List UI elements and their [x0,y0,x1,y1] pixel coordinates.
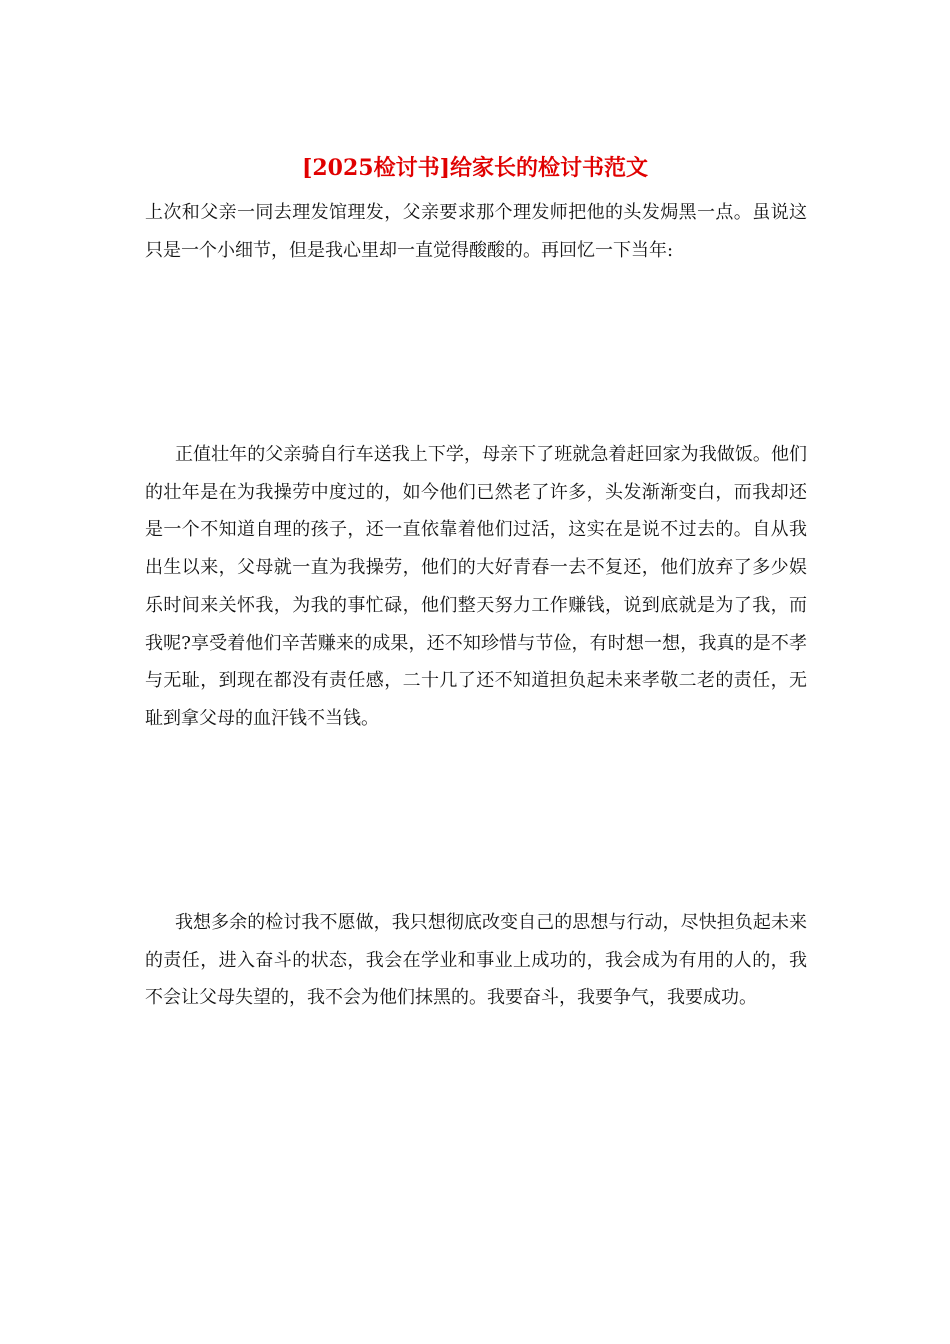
paragraph-2: 正值壮年的父亲骑自行车送我上下学，母亲下了班就急着赶回家为我做饭。他们的壮年是在为我操劳中度过的，如今他们已然老了许多，头发渐渐变白，而我却还是一个不知道自理的孩子，还一直依靠着他们过活，这实在是说不过去的。自从我出生以来，父母就一直为我操劳，他们的大好青春一去不复还，他们放弃了多少娱乐时间来关怀我，为我的事忙碌，他们整天努力工作赚钱，说到底就是为了我，而我呢?享受着他们辛苦赚来的成果，还不知珍惜与节俭，有时想一想，我真的是不孝与无耻，到现在都没有责任感，二十几了还不知道担负起未来孝敬二老的责任，无耻到拿父母的血汗钱不当钱。 [145,444,807,729]
paragraph-1: 上次和父亲一同去理发馆理发，父亲要求那个理发师把他的头发焗黑一点。虽说这只是一个小细节，但是我心里却一直觉得酸酸的。再回忆一下当年: [145,202,807,261]
document-title: [2025检讨书]给家长的检讨书范文 [301,155,649,181]
paragraph-3: 我想多余的检讨我不愿做，我只想彻底改变自己的思想与行动，尽快担负起未来的责任，进入奋斗的状态，我会在学业和事业上成功的，我会成为有用的人的，我不会让父母失望的，我不会为他们抹黑的。我要奋斗，我要争气，我要成功。 [145,912,807,1009]
